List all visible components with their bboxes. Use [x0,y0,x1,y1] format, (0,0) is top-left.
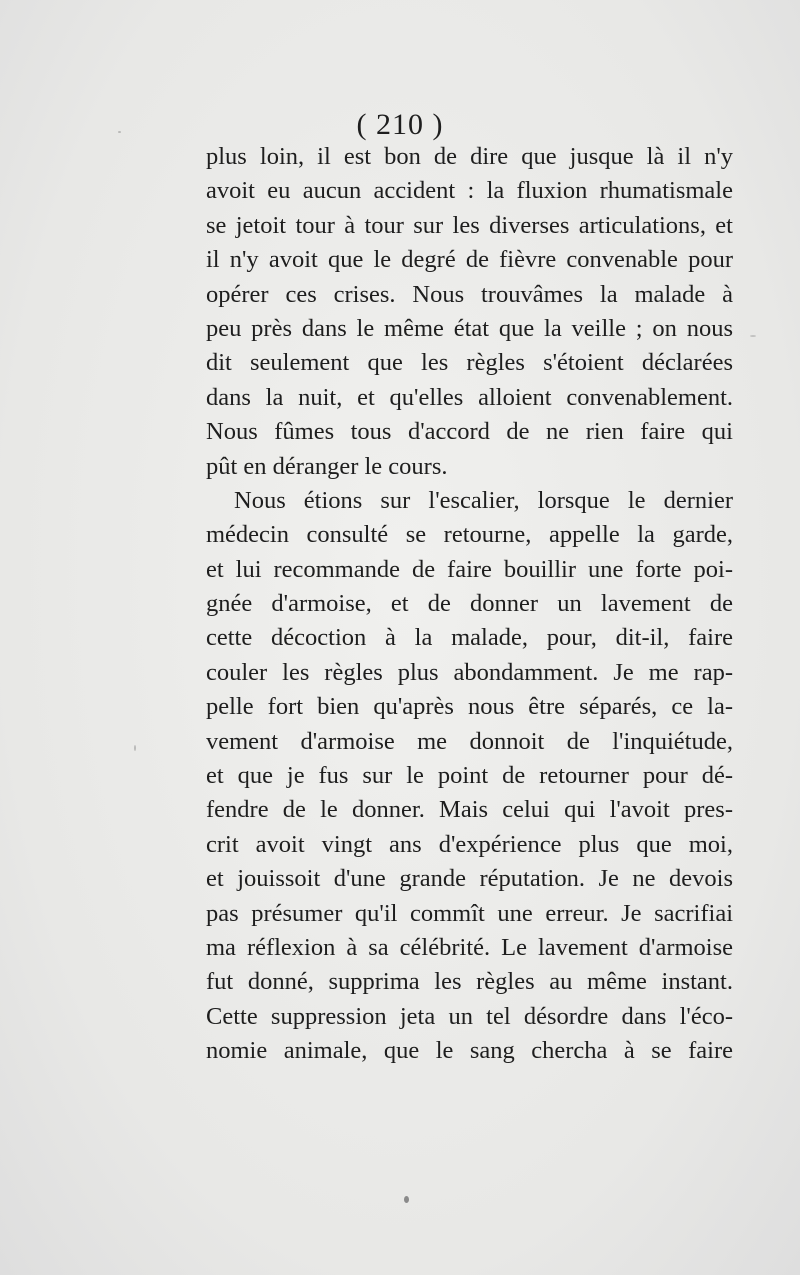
text-line: peu près dans le même état que la veille ; on nous [206,314,733,342]
text-line: et lui recommande de faire bouillir une forte poi- [206,555,733,583]
paper-speck [750,335,756,337]
text-line: il n'y avoit que le degré de fièvre convenable pour [206,246,733,274]
text-line: Nous fûmes tous d'accord de ne rien faire qui [206,418,733,446]
text-line: vement d'armoise me donnoit de l'inquiétude, [206,727,733,755]
text-line: pût en déranger le cours. [206,452,448,480]
text-line: opérer ces crises. Nous trouvâmes la malade à [206,280,733,308]
text-line: Cette suppression jeta un tel désordre dans l'éco- [206,1002,733,1030]
paper-speck [118,131,121,133]
text-line: crit avoit vingt ans d'expérience plus que moi, [206,830,733,858]
text-line: pas présumer qu'il commît une erreur. Je sacrifiai [206,899,733,927]
text-line: Nous étions sur l'escalier, lorsque le dernier [234,486,733,514]
text-line: avoit eu aucun accident : la fluxion rhumatismale [206,177,733,205]
text-line: plus loin, il est bon de dire que jusque là il n'y [206,143,733,170]
text-line: dit seulement que les règles s'étoient déclarées [206,349,733,377]
text-line: ma réflexion à sa célébrité. Le lavement d'armoise [206,933,733,961]
page-number: ( 210 ) [356,108,444,141]
text-line: et jouissoit d'une grande réputation. Je ne devois [206,865,733,893]
paper-speck [404,1196,409,1203]
text-line: gnée d'armoise, et de donner un lavement de [206,590,733,618]
text-line: pelle fort bien qu'après nous être séparés, ce la- [206,693,733,721]
text-line: médecin consulté se retourne, appelle la garde, [206,521,733,549]
text-line: couler les règles plus abondamment. Je me rap- [206,658,733,686]
body-text [206,140,733,1069]
text-line: fendre de le donner. Mais celui qui l'avoit pres- [206,796,733,824]
text-line: cette décoction à la malade, pour, dit-il, faire [206,624,733,652]
paper-speck [134,745,136,751]
text-line: et que je fus sur le point de retourner pour dé- [206,762,733,790]
text-line: fut donné, supprima les règles au même instant. [206,968,733,996]
text-line: nomie animale, que le sang chercha à se faire [206,1037,733,1065]
text-line: se jetoit tour à tour sur les diverses articulations, et [206,211,733,239]
text-line: dans la nuit, et qu'elles alloient convenablement. [206,383,733,411]
